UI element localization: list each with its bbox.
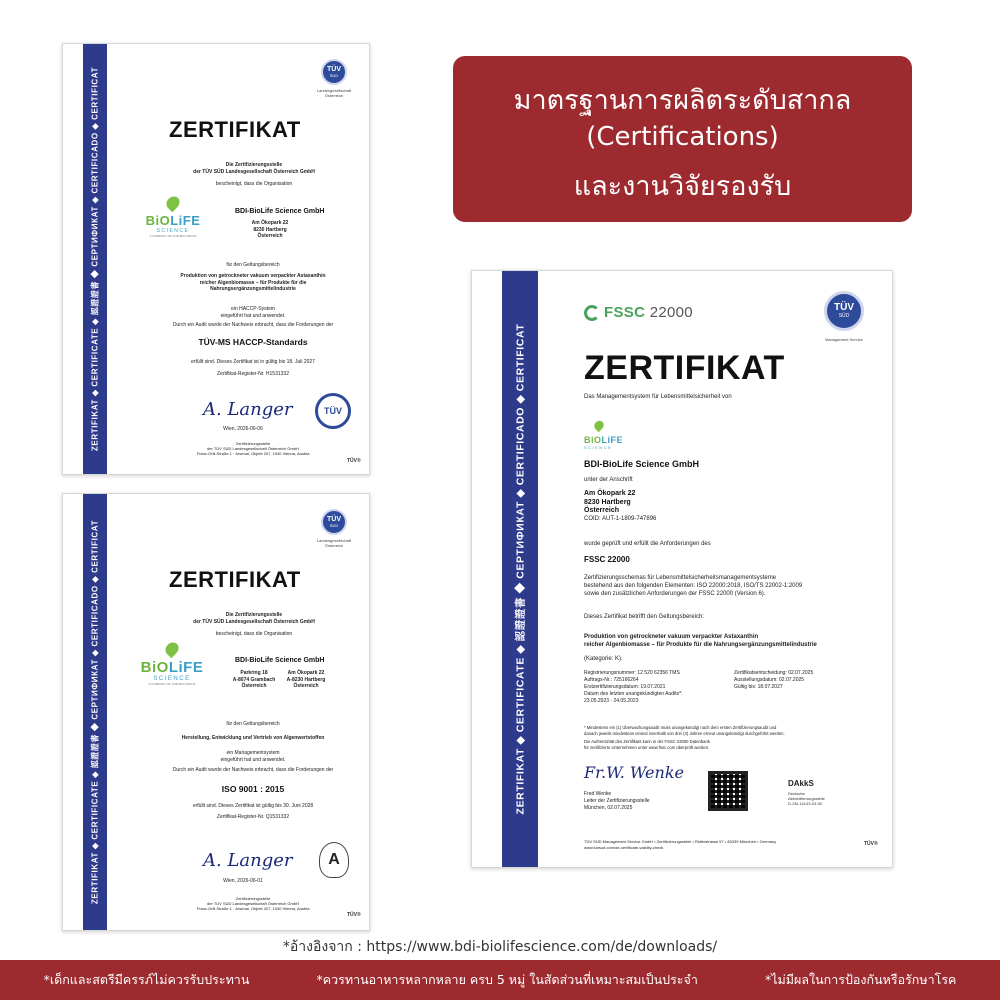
scope-text: Herstellung, Entwicklung und Vertrieb von Algenwertstoffen [181,735,325,741]
company-address: Am Ökopark 22 8230 Hartberg Österreich [584,490,636,514]
dakks-caption: Deutsche Akkreditierungsstelle D-ZM-14143-03-00 [788,791,825,806]
certificate-footer: Zertifizierungsstelle der TÜV SÜD Landesgesellschaft Österreich GmbH Franz-Grill-Straße 1 · Arsenal, Objekt 207, 1030 Vienna, Austria [196,896,310,911]
banner-subtitle: (Certifications) [586,122,779,152]
fssc22000-certificate [471,270,893,868]
disclaimer-pregnancy: *เด็กและสตรีมีครรภ์ไม่ควรรับประทาน [43,972,250,987]
disclaimer-footer [0,960,1000,1000]
confirms-text: bescheinigt, dass die Organisation [215,631,293,637]
certificate-footer: Zertifizierungsstelle der TÜV SÜD Landesgesellschaft Österreich GmbH Franz-Grill-Straße 1 · Arsenal, Objekt 207, 1030 Vienna, Austria [196,441,310,456]
scope-label: für den Geltungsbereich [226,721,280,727]
tuv-seal-icon: TÜV [315,393,351,429]
reference-link: *อ้างอิงจาก : https://www.bdi-biolifescience.com/de/downloads/ [282,939,718,955]
certificate-side-band: ZERTIFIKAT ◆ CERTIFICATE ◆ 認證證書 ◆ СЕРТИФИКАТ ◆ CERTIFICADO ◆ CERTIFICAT [502,271,538,867]
certificate-title: ZERTIFIKAT [584,349,785,387]
sign-date: Wien, 2026-06-01 [223,878,263,884]
fssc-logo: FSSC 22000 [584,304,693,321]
tuv-caption: Landesgesellschaft Österreich [316,538,352,548]
standard-name: FSSC 22000 [584,555,630,564]
signer-block: Fred Wenke Leiter der Zertifizierungsstelle München, 02.07.2025 [584,791,650,811]
leaf-icon [164,194,182,212]
tuv-logo-icon: TÜV SÜD [321,59,347,85]
company-name: BDI-BioLife Science GmbH [235,657,325,664]
disclaimer-treatment: *ไม่มีผลในการป้องกันหรือรักษาโรค [765,972,957,987]
site-hartberg: Am Ökopark 22 A-8230 Hartberg Österreich [286,670,326,689]
biolife-logo: BiOLiFE SCIENCE A COMPANY OF THE BDI GROUP [135,642,209,686]
under-address: unter der Anschrift [584,477,633,483]
tuv-mark: TÜV® [347,912,361,918]
standard-name: TÜV-MS HACCP-Standards [198,337,308,347]
scheme-text: Zertifizierungsschemas für Lebensmittelsicherheitsmanagementsysteme bestehend aus den folgenden Elementen: ISO 22000:2018, ISO/TS 22002-1:2009 sowie den zusätzlichen Anforderungen der FSSC 22000 (Version 6). [584,575,803,597]
system-text: ein HACCP-System eingeführt hat und anwendet. [220,306,286,319]
certificate-title: ZERTIFIKAT [169,567,301,592]
issuer: Die Zertifizierungsstelle der TÜV SÜD Landesgesellschaft Österreich GmbH [193,612,315,625]
company-name: BDI-BioLife Science GmbH [584,459,700,469]
valid-until: erfüllt sind. Dieses Zertifikat ist in gültig bis 18. Juli 2027 [191,359,315,365]
issuer: Die Zertifizierungsstelle der TÜV SÜD Landesgesellschaft Österreich GmbH [193,162,315,175]
tuv-logo-icon: TÜV SÜD [824,291,864,331]
certifications-banner [453,56,912,222]
certificate-footer: TÜV SÜD Management Service GmbH • Zertifizierungsstelle • Ridlerstrasse 57 • 80339 München • Germany www.tuvsud.com/de-certificate-validity-check [584,839,777,850]
scope-text: Produktion von getrockneter vakuum verpackter Astaxanthin reicher Algenbiomasse – für Produkte für die Nahrungsergänzungsmittelindustrie [584,634,817,648]
signature: A. Langer [203,850,293,871]
banner-tagline: และงานวิจัยรองรับ [573,171,792,202]
certificate-side-band: ZERTIFIKAT ◆ CERTIFICATE ◆ 認證證書 ◆ СЕРТИФИКАТ ◆ CERTIFICADO ◆ CERTIFICAT [83,44,107,474]
accreditation-seal-icon: A [319,842,349,878]
tuv-caption: Landesgesellschaft Österreich [316,88,352,98]
scope-label: Dieses Zertifikat betrifft den Geltungsbereich: [584,614,704,620]
certificate-title: ZERTIFIKAT [169,117,301,142]
tuv-logo-icon: TÜV SÜD [321,509,347,535]
leaf-icon [592,419,605,432]
tuv-caption: Management Service [825,337,863,342]
disclaimer-diet: *ควรทานอาหารหลากหลาย ครบ 5 หมู่ ในสัดส่วนที่เหมาะสมเป็นประจำ [316,972,698,987]
company-name: BDI-BioLife Science GmbH [235,208,325,215]
audit-text: Durch ein Audit wurde der Nachweis erbracht, dass die Forderungen der [172,322,334,328]
fssc-icon [584,305,600,321]
haccp-certificate [62,43,370,475]
certificate-side-band: ZERTIFIKAT ◆ CERTIFICATE ◆ 認證證書 ◆ СЕРТИФИКАТ ◆ CERTIFICADO ◆ CERTIFICAT [83,494,107,930]
subtitle: Das Managementsystem für Lebensmittelsicherheit von [584,394,732,400]
valid-until: erfüllt sind. Dieses Zertifikat ist gültig bis 30. Juni 2028 [192,803,314,809]
qr-code-icon [708,771,748,811]
tested-text: wurde geprüft und erfüllt die Anforderungen des [584,541,711,547]
signature: A. Langer [203,399,293,420]
register-number: Zertifikat-Register-Nr. H1531332 [217,371,289,377]
signature: Fr.W. Wenke [584,763,684,782]
system-text: ein Managementsystem eingeführt hat und anwendet. [220,750,286,763]
sign-date: Wien, 2026-06-06 [223,426,263,432]
tuv-mark: TÜV® [864,841,878,847]
category: (Kategorie: K). [584,656,623,662]
tuv-mark: TÜV® [347,458,361,464]
site-grambach: Parkring 18 A-8074 Grambach Österreich [232,670,276,689]
iso9001-certificate [62,493,370,931]
dakks-logo: DAkkS [788,779,814,788]
audit-text: Durch ein Audit wurde der Nachweis erbracht, dass die Forderungen der [172,767,334,773]
leaf-icon [163,640,181,658]
biolife-logo: BiOLiFE SCIENCE A COMPANY OF THE BDI GROUP [141,196,205,238]
company-address: Am Ökopark 22 8230 Hartberg Österreich [251,220,289,239]
banner-title: มาตรฐานการผลิตระดับสากล [513,85,852,116]
scope-text: Produktion von getrockneter vakuum verpackter Astaxanthin reicher Algenbiomasse – für Produkte für die Nahrungsergänzungsmittelindustrie [180,273,326,292]
certificate-notes: * Mindestens ein (1) Überwachungsaudit muss unangekündigt nach dem ersten Zertifizierungsaudit und danach jeweils mindestens einmal innerhalb von drei (3) Jahren erneut unangekündigt durchgeführt werden. Die Authentizität des Zertifikats kann in der FSSC 22000 Datenbank für zertifizierte Unternehmen unter www.fssc.com überprüft werden. [584,725,785,750]
biolife-logo: BiOLiFE SCIENCE [584,417,632,450]
certificate-details-right: Zertifikatsentscheidung: 02.07.2025 Ausstellungsdatum: 02.07.2025 Gültig bis: 18.07.2027 [734,670,814,690]
standard-name: ISO 9001 : 2015 [221,784,285,794]
register-number: Zertifikat-Register-Nr. Q1531332 [216,814,290,820]
certificate-details-left: Registrierungsnummer: 12 520 62356 TMS Auftrags-Nr.: 725166264 Erstzertifizierungsdatum: 19.07.2021 Datum des letzten unangekündigten Audits*: 23.05.2023 - 24.05.2023 [584,670,683,704]
confirms-text: bescheinigt, dass die Organisation [215,181,293,187]
scope-label: für den Geltungsbereich [226,262,280,268]
coid: COID: AUT-1-1809-747896 [584,516,657,522]
